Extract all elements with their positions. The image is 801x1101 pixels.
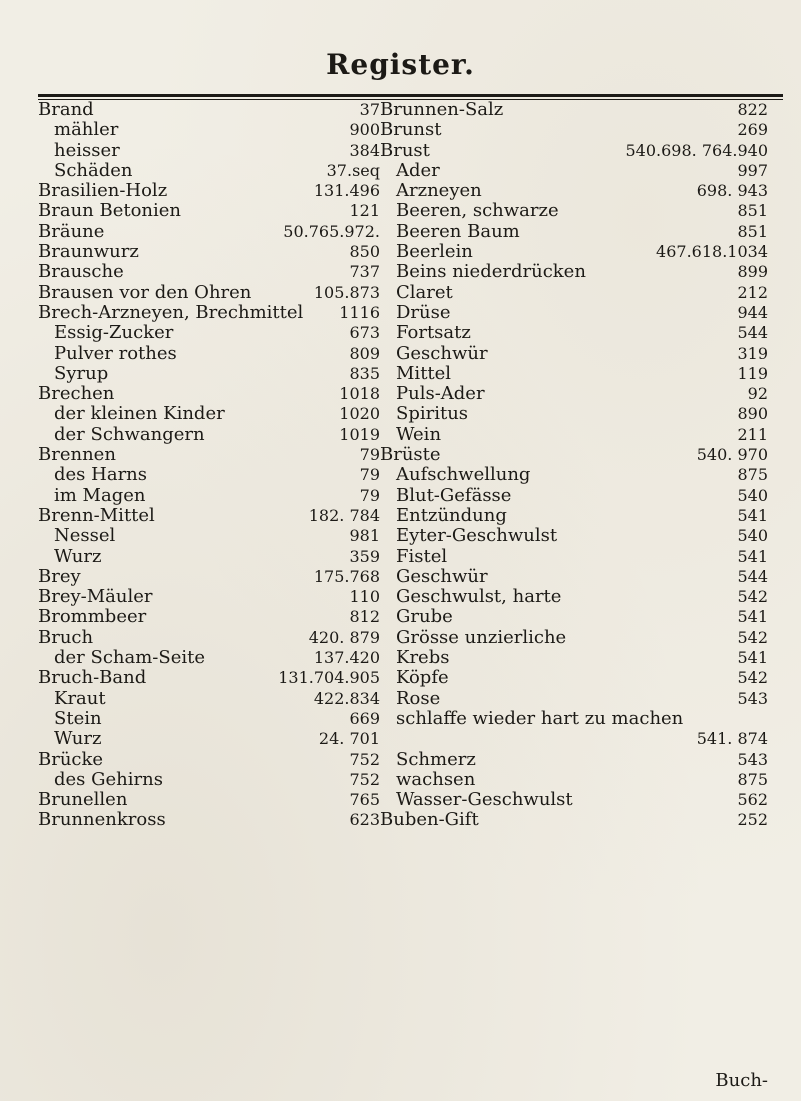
index-term: Beeren, schwarze bbox=[396, 200, 559, 222]
index-entry bbox=[38, 303, 380, 323]
page-numbers: 119 bbox=[737, 363, 768, 383]
page-numbers: 212 bbox=[737, 282, 768, 302]
page-numbers: 182. 784 bbox=[308, 505, 380, 525]
page-numbers: 467.618.1034 bbox=[656, 242, 768, 262]
page-numbers: 900 bbox=[349, 120, 380, 140]
index-term: Brechen bbox=[38, 383, 115, 405]
index-entry bbox=[38, 810, 380, 830]
index-entry bbox=[38, 486, 380, 506]
page-numbers: 137.420 bbox=[313, 648, 380, 668]
page-numbers: 890 bbox=[737, 404, 768, 424]
index-term: Eyter-Geschwulst bbox=[396, 525, 558, 547]
page-numbers: 850 bbox=[349, 242, 380, 262]
index-term: Stein bbox=[54, 707, 102, 729]
page-numbers: 544 bbox=[737, 323, 768, 343]
page-numbers: 92 bbox=[747, 384, 768, 404]
index-term: Braun Betonien bbox=[38, 200, 182, 222]
page-numbers: 79 bbox=[359, 465, 380, 485]
index-term: Brech-Arzneyen, Brechmittel bbox=[38, 301, 304, 323]
page-numbers: 269 bbox=[737, 120, 768, 140]
index-term: Brust bbox=[380, 139, 430, 161]
page-numbers: 541 bbox=[737, 607, 768, 627]
page-numbers: 121 bbox=[349, 201, 380, 221]
index-entry bbox=[380, 161, 768, 181]
page-numbers: 540 bbox=[737, 526, 768, 546]
page-numbers: 812 bbox=[349, 607, 380, 627]
index-term: Entzündung bbox=[396, 504, 507, 526]
index-term: Bruch bbox=[38, 626, 94, 648]
page-numbers: 422.834 bbox=[313, 688, 380, 708]
index-entry bbox=[38, 323, 380, 343]
page-numbers: 542 bbox=[737, 627, 768, 647]
page-numbers: 822 bbox=[737, 100, 768, 119]
index-term: Beins niederdrücken bbox=[396, 261, 586, 283]
index-term: Brunnen-Salz bbox=[380, 99, 504, 120]
index-entry bbox=[38, 181, 380, 201]
index-term: Brasilien-Holz bbox=[38, 180, 168, 202]
page-numbers: 1020 bbox=[339, 404, 380, 424]
page-numbers: 541. 874 bbox=[696, 729, 768, 749]
index-term: des Gehirns bbox=[54, 768, 163, 790]
index-entry bbox=[38, 547, 380, 567]
page-numbers: 543 bbox=[737, 749, 768, 769]
index-entry bbox=[38, 364, 380, 384]
index-entry bbox=[38, 404, 380, 424]
index-entry bbox=[380, 120, 768, 140]
page-numbers: 752 bbox=[349, 749, 380, 769]
index-entry bbox=[38, 120, 380, 140]
index-term: Fortsatz bbox=[396, 322, 471, 344]
page-numbers: 543 bbox=[737, 688, 768, 708]
index-term: Grube bbox=[396, 606, 453, 628]
index-entry bbox=[38, 506, 380, 526]
index-term: Wurz bbox=[54, 545, 102, 567]
index-entry bbox=[38, 425, 380, 445]
index-term: Schäden bbox=[54, 159, 133, 181]
index-entry bbox=[380, 648, 768, 668]
index-entry bbox=[380, 810, 768, 830]
index-entry bbox=[380, 465, 768, 485]
index-entry bbox=[38, 750, 380, 770]
index-entry bbox=[38, 445, 380, 465]
index-term: heisser bbox=[54, 139, 120, 161]
index-term: Beerlein bbox=[396, 241, 473, 263]
index-entry bbox=[380, 628, 768, 648]
index-entry bbox=[380, 790, 768, 810]
index-entry bbox=[380, 344, 768, 364]
index-term: Drüse bbox=[396, 301, 451, 323]
index-entry bbox=[380, 425, 768, 445]
index-term: im Magen bbox=[54, 484, 146, 506]
page-numbers: 131.496 bbox=[313, 181, 380, 201]
index-entry bbox=[380, 486, 768, 506]
page-numbers: 752 bbox=[349, 769, 380, 789]
index-entry bbox=[380, 141, 768, 161]
index-entry bbox=[38, 607, 380, 627]
page-numbers: 50.765.972. bbox=[283, 221, 380, 241]
index-entry bbox=[38, 628, 380, 648]
index-term: der Schwangern bbox=[54, 423, 205, 445]
index-entry bbox=[38, 344, 380, 364]
index-term: Grösse unzierliche bbox=[396, 626, 567, 648]
index-term: Brunst bbox=[380, 119, 442, 141]
page-numbers: 79 bbox=[359, 485, 380, 505]
page-numbers: 24. 701 bbox=[318, 729, 380, 749]
index-entry bbox=[38, 262, 380, 282]
index-term: Fistel bbox=[396, 545, 448, 567]
page-numbers: 737 bbox=[349, 262, 380, 282]
index-entry bbox=[380, 729, 768, 749]
index-term: Aufschwellung bbox=[396, 464, 531, 486]
page-numbers: 542 bbox=[737, 668, 768, 688]
index-term: Brunellen bbox=[38, 789, 128, 811]
index-term: Brand bbox=[38, 99, 94, 120]
page-numbers: 319 bbox=[737, 343, 768, 363]
index-term: Buben-Gift bbox=[380, 809, 479, 831]
index-entry bbox=[38, 141, 380, 161]
index-term: Essig-Zucker bbox=[54, 322, 174, 344]
index-term: Kraut bbox=[54, 687, 106, 709]
index-entry bbox=[380, 262, 768, 282]
index-entry bbox=[380, 770, 768, 790]
index-entry bbox=[38, 242, 380, 262]
page-numbers: 875 bbox=[737, 465, 768, 485]
page-numbers: 420. 879 bbox=[308, 627, 380, 647]
page-numbers: 105.873 bbox=[313, 282, 380, 302]
index-entry bbox=[38, 201, 380, 221]
page-numbers: 384 bbox=[349, 140, 380, 160]
index-term: Brausche bbox=[38, 261, 124, 283]
index-term: Wasser-Geschwulst bbox=[396, 789, 573, 811]
page-numbers: 809 bbox=[349, 343, 380, 363]
page-title: Register. bbox=[326, 48, 475, 81]
page-numbers: 981 bbox=[349, 526, 380, 546]
page-numbers: 997 bbox=[737, 160, 768, 180]
index-entry bbox=[380, 384, 768, 404]
page-numbers: 541 bbox=[737, 546, 768, 566]
index-term: Ader bbox=[396, 159, 440, 181]
index-entry bbox=[38, 222, 380, 242]
index-term: Braunwurz bbox=[38, 241, 139, 263]
index-entry bbox=[380, 364, 768, 384]
index-entry bbox=[38, 668, 380, 688]
index-term: Pulver rothes bbox=[54, 342, 177, 364]
page-numbers: 79 bbox=[359, 445, 380, 465]
index-term: der Scham-Seite bbox=[54, 647, 206, 669]
index-term: Brey bbox=[38, 565, 81, 587]
index-term: Brennen bbox=[38, 444, 116, 466]
index-entry bbox=[380, 689, 768, 709]
index-entry bbox=[380, 100, 768, 120]
page-numbers: 1116 bbox=[339, 302, 380, 322]
page-numbers: 541 bbox=[737, 648, 768, 668]
index-entry bbox=[38, 526, 380, 546]
index-term: Geschwür bbox=[396, 342, 488, 364]
index-entry bbox=[38, 283, 380, 303]
index-entry bbox=[38, 770, 380, 790]
index-entry bbox=[380, 567, 768, 587]
page-numbers: 211 bbox=[737, 424, 768, 444]
page-numbers: 540.698. 764.940 bbox=[625, 140, 768, 160]
index-term: schlaffe wieder hart zu machen bbox=[396, 707, 684, 729]
page-numbers: 851 bbox=[737, 221, 768, 241]
index-term: Brommbeer bbox=[38, 606, 147, 628]
page-numbers: 359 bbox=[349, 546, 380, 566]
index-entry bbox=[380, 181, 768, 201]
index-term: Claret bbox=[396, 281, 453, 303]
page-numbers: 698. 943 bbox=[696, 181, 768, 201]
page-numbers: 944 bbox=[737, 302, 768, 322]
page-numbers: 37.seq bbox=[326, 160, 380, 180]
index-term: Schmerz bbox=[396, 748, 476, 770]
index-entry bbox=[380, 547, 768, 567]
page-numbers: 875 bbox=[737, 769, 768, 789]
page-numbers: 673 bbox=[349, 323, 380, 343]
index-entry bbox=[38, 587, 380, 607]
index-term: Geschwulst, harte bbox=[396, 586, 562, 608]
page-numbers: 835 bbox=[349, 363, 380, 383]
index-term: Rose bbox=[396, 687, 441, 709]
index-entry bbox=[380, 404, 768, 424]
index-entry bbox=[380, 506, 768, 526]
catchword: Buch- bbox=[715, 1070, 768, 1091]
index-entry bbox=[380, 668, 768, 688]
index-entry bbox=[380, 283, 768, 303]
index-term: Krebs bbox=[396, 647, 450, 669]
page-numbers: 541 bbox=[737, 505, 768, 525]
page-numbers: 562 bbox=[737, 790, 768, 810]
page-numbers: 175.768 bbox=[313, 566, 380, 586]
index-term: der kleinen Kinder bbox=[54, 403, 225, 425]
index-entry bbox=[380, 303, 768, 323]
page-numbers: 252 bbox=[737, 810, 768, 830]
index-entry bbox=[38, 729, 380, 749]
index-term: Beeren Baum bbox=[396, 220, 520, 242]
index-term: Nessel bbox=[54, 525, 116, 547]
index-term: Bruch-Band bbox=[38, 667, 147, 689]
index-term: wachsen bbox=[396, 768, 476, 790]
index-term: Geschwür bbox=[396, 565, 488, 587]
index-entry bbox=[380, 607, 768, 627]
index-entry bbox=[380, 709, 768, 729]
index-entry bbox=[38, 790, 380, 810]
index-term: Blut-Gefässe bbox=[396, 484, 512, 506]
page-numbers: 899 bbox=[737, 262, 768, 282]
index-term: mähler bbox=[54, 119, 119, 141]
index-term: Puls-Ader bbox=[396, 383, 485, 405]
index-entry bbox=[380, 323, 768, 343]
index-entry bbox=[38, 384, 380, 404]
index-entry bbox=[38, 689, 380, 709]
index-entry bbox=[380, 445, 768, 465]
index-term: Köpfe bbox=[396, 667, 449, 689]
index-term: Brüste bbox=[380, 444, 441, 466]
index-term: Mittel bbox=[396, 362, 452, 384]
index-term: Brücke bbox=[38, 748, 104, 770]
page-numbers: 623 bbox=[349, 810, 380, 830]
page-numbers: 110 bbox=[349, 587, 380, 607]
index-term: Brey-Mäuler bbox=[38, 586, 153, 608]
index-term: Spiritus bbox=[396, 403, 469, 425]
index-entry bbox=[38, 465, 380, 485]
index-term: Syrup bbox=[54, 362, 109, 384]
index-entry bbox=[38, 648, 380, 668]
page-numbers: 1019 bbox=[339, 424, 380, 444]
index-entry bbox=[380, 526, 768, 546]
index-entry bbox=[380, 750, 768, 770]
index-entry bbox=[380, 201, 768, 221]
page-numbers: 1018 bbox=[339, 384, 380, 404]
page-numbers: 544 bbox=[737, 566, 768, 586]
index-term: Brausen vor den Ohren bbox=[38, 281, 252, 303]
index-term: Arzneyen bbox=[396, 180, 482, 202]
page-numbers: 540 bbox=[737, 485, 768, 505]
index-entry bbox=[38, 567, 380, 587]
index-term: Bräune bbox=[38, 220, 105, 242]
index-term: Wurz bbox=[54, 728, 102, 750]
index-term: Brunnenkross bbox=[38, 809, 166, 831]
index-entry bbox=[380, 242, 768, 262]
index-term: Brenn-Mittel bbox=[38, 504, 155, 526]
index-term: Wein bbox=[396, 423, 442, 445]
page-numbers: 765 bbox=[349, 790, 380, 810]
left-index-column bbox=[38, 100, 380, 831]
page-numbers: 540. 970 bbox=[696, 445, 768, 465]
page-numbers: 131.704.905 bbox=[278, 668, 380, 688]
page-numbers: 851 bbox=[737, 201, 768, 221]
index-entry bbox=[380, 587, 768, 607]
page-numbers: 669 bbox=[349, 708, 380, 728]
index-entry bbox=[38, 709, 380, 729]
index-term: des Harns bbox=[54, 464, 147, 486]
index-entry bbox=[38, 100, 380, 120]
page-numbers: 37 bbox=[359, 100, 380, 119]
index-entry bbox=[38, 161, 380, 181]
page-numbers: 542 bbox=[737, 587, 768, 607]
right-index-column bbox=[380, 100, 768, 831]
index-entry bbox=[380, 222, 768, 242]
